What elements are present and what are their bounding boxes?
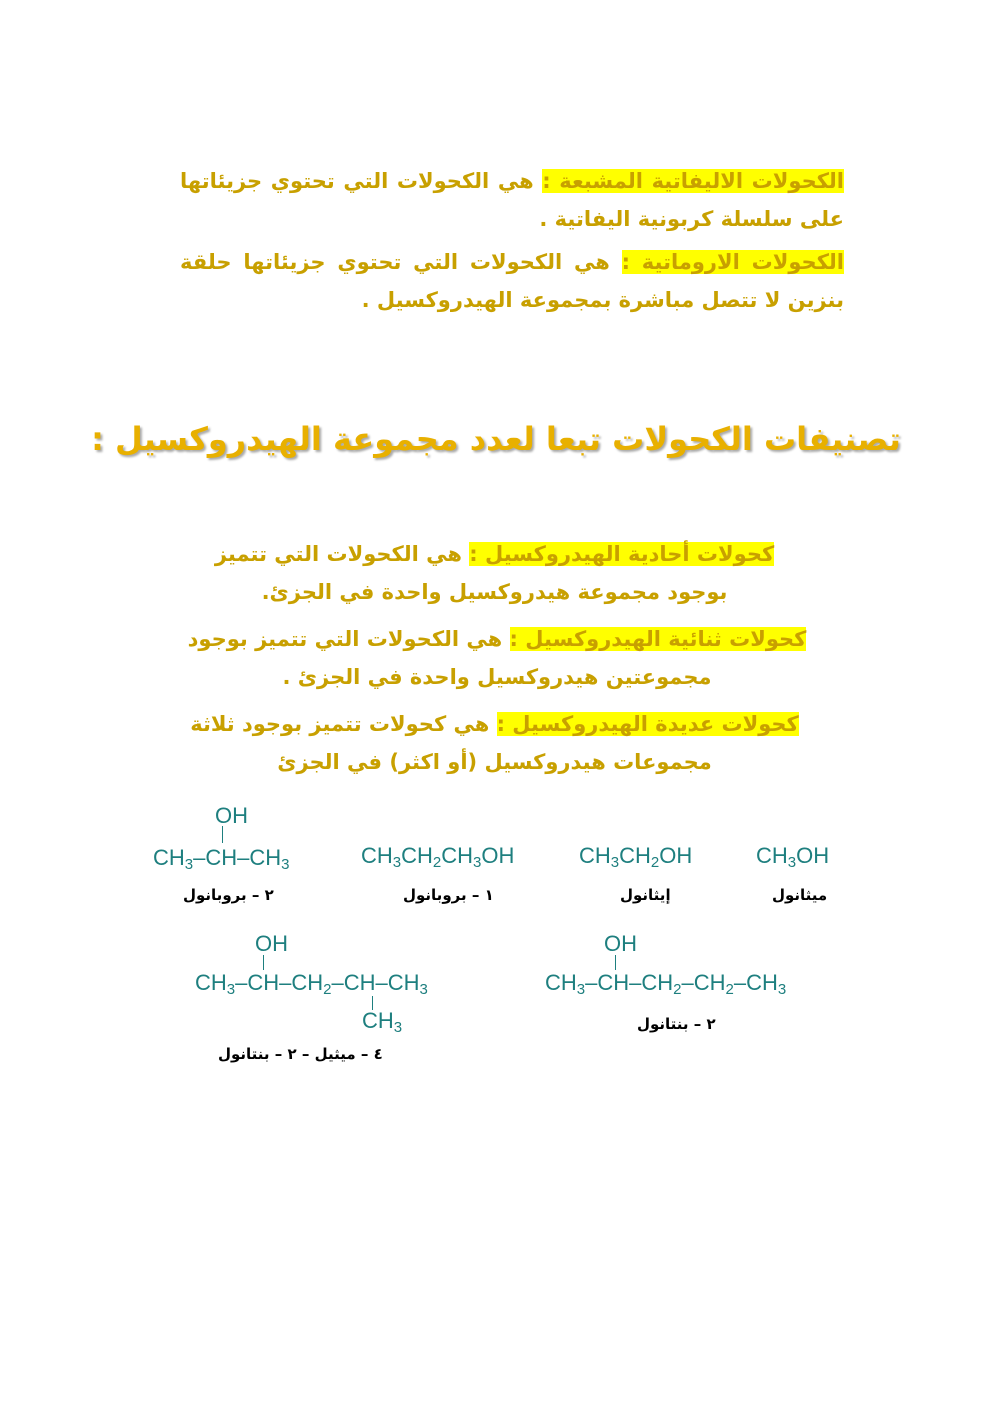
methylpentanol-chain: $CH_3-CH-CH_2-CH-CH_3$ [195,970,428,998]
methanol-formula: $CH_3OH$ [756,843,830,871]
definition-aromatic [180,243,844,319]
propanol2-bond [222,826,223,843]
pentanol2-chain: $CH_3-CH-CH_2-CH_2-CH_3$ [545,970,787,998]
definition-aliphatic [180,162,844,238]
propanol2-oh: OH [215,803,248,828]
propanol2-chain: $CH_3-CH-CH_3$ [153,845,290,873]
term-aromatic: الكحولات الاروماتية : [621,250,844,274]
classification-di [182,620,812,696]
methylpentanol-name: ٤ – ميثيل – ٢ – بنتانول [218,1045,383,1063]
term-di: كحولات ثنائية الهيدروكسيل : [509,627,807,651]
methylpentanol-oh-bond [263,955,264,970]
text-aliphatic: هي الكحولات التي تحتوي جزيئاتها على سلسلة كربونية اليفاتية . [180,169,844,231]
classification-mono [182,535,807,611]
propanol1-name: ١ – بروبانول [403,886,494,904]
classification-poly [182,705,807,781]
ethanol-name: إيثانول [620,886,671,904]
term-poly: كحولات عديدة الهيدروكسيل : [496,712,799,736]
text-poly: هي كحولات تتميز بوجود ثلاثة مجموعات هيدروكسيل (أو اكثر) في الجزئ [190,712,712,774]
term-mono: كحولات أحادية الهيدروكسيل : [469,542,775,566]
pentanol2-oh: OH [604,931,637,956]
text-aromatic: هي الكحولات التي تحتوي جزيئاتها حلقة بنزين لا تتصل مباشرة بمجموعة الهيدروكسيل . [180,250,844,312]
methylpentanol-oh: OH [255,931,288,956]
methylpentanol-branch: $CH_3$ [362,1008,403,1036]
text-di: هي الكحولات التي تتميز بوجود مجموعتين هيدروكسيل واحدة في الجزئ . [187,627,712,689]
term-aliphatic: الكحولات الاليفاتية المشبعة : [542,169,844,193]
section-title: تصنيفات الكحولات تبعا لعدد مجموعة الهيدروكسيل : [91,420,901,458]
pentanol2-bond [615,955,616,970]
propanol2-name: ٢ – بروبانول [183,886,274,904]
pentanol2-name: ٢ – بنتانول [637,1015,716,1033]
text-mono: هي الكحولات التي تتميز بوجود مجموعة هيدروكسيل واحدة في الجزئ. [214,542,728,604]
ethanol-formula: $CH_3CH_2OH$ [579,843,693,871]
methanol-name: ميثانول [772,886,828,904]
propanol1-formula: $CH_3CH_2CH_3OH$ [361,843,515,871]
